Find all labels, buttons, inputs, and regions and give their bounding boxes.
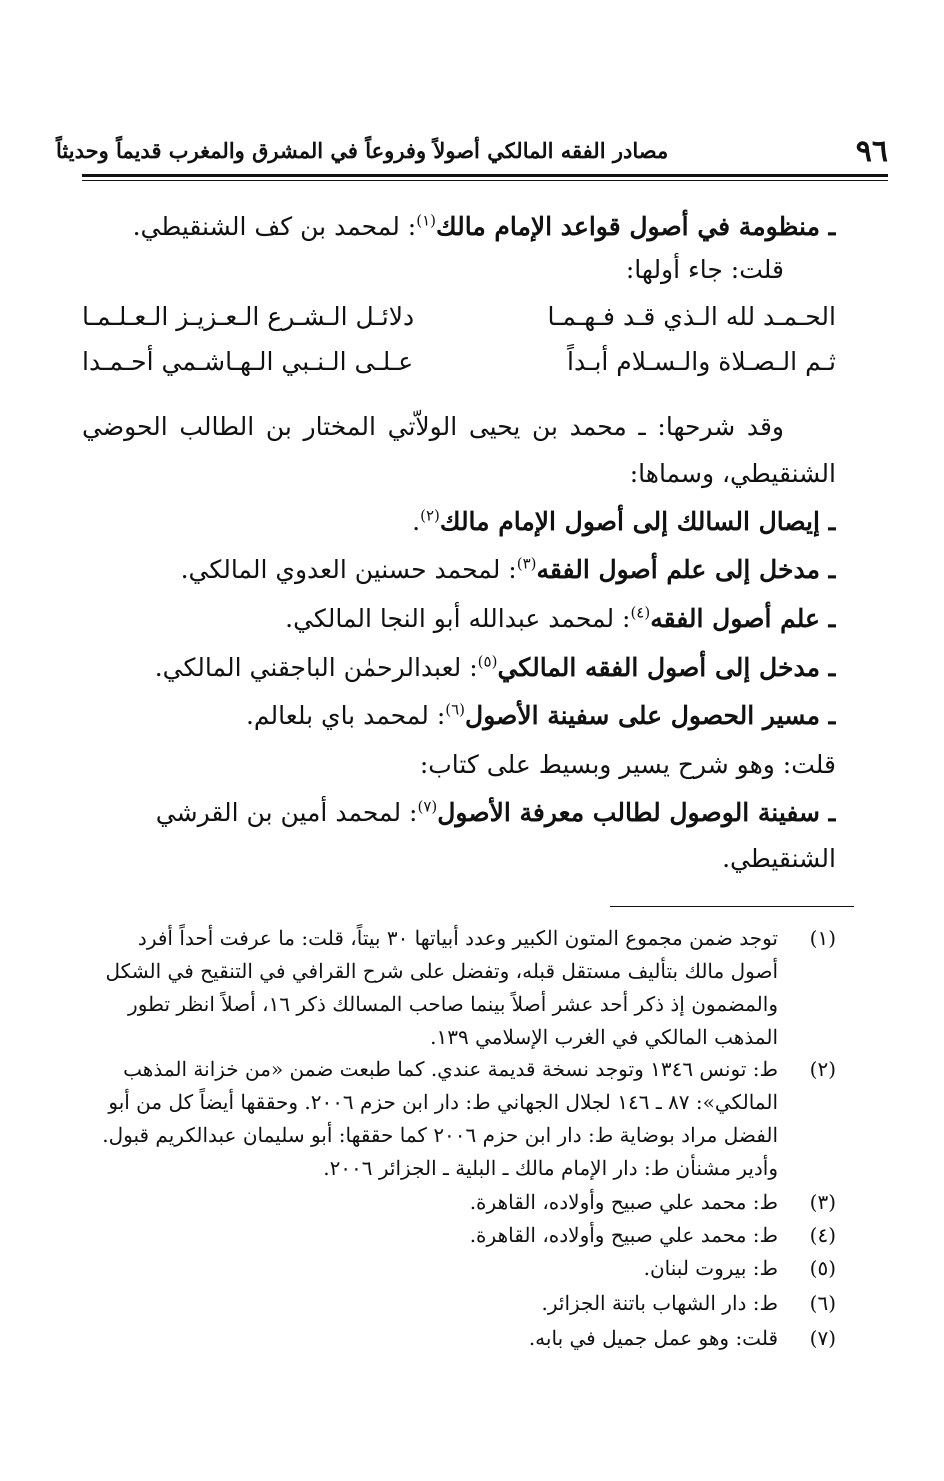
footnote-ref: (٤) <box>630 603 651 622</box>
footnote-line: توجد ضمن مجموع المتون الكبير وعدد أبياتها ٣٠ بيتاً، قلت: ما عرفت أحداً أفرد <box>137 926 778 950</box>
header-rule-thin <box>82 180 888 181</box>
sharh-line-2: الشنقيطي، وسماها: <box>629 459 836 488</box>
entry-title: ـ منظومة في أصول قواعد الإمام مالك <box>436 212 836 241</box>
header-rule-thick <box>82 174 888 177</box>
footnote-line: ط: دار الشهاب باتنة الجزائر. <box>541 1291 778 1315</box>
footnote-line: ط: تونس ١٣٤٦ وتوجد نسخة قديمة عندي. كما طبعت ضمن «من خزانة المذهب <box>123 1057 778 1081</box>
entry-title: ـ مسير الحصول على سفينة الأصول <box>465 701 836 730</box>
qult-line-1: قلت: جاء أولها: <box>625 255 784 284</box>
footnote-text <box>82 1053 778 1185</box>
footnote-text <box>82 922 778 1054</box>
footnote-number: (٢) <box>809 1057 836 1081</box>
entry-ilm-usul <box>82 597 836 641</box>
footnote-3 <box>82 1186 836 1219</box>
entry-author: : لمحمد عبدالله أبو النجا المالكي. <box>285 604 631 633</box>
footnote-number: (٦) <box>809 1291 836 1315</box>
entry-madkhal-ilm <box>82 548 836 592</box>
footnote-ref: (١) <box>416 211 437 230</box>
entry-title: ـ علم أصول الفقه <box>650 604 836 633</box>
footnote-line: أصول مالك بتأليف مستقل قبله، وتفضل على شرح القرافي في التنقيح في الشكل <box>105 959 778 983</box>
footnote-4 <box>82 1219 836 1252</box>
entry-madkhal-maliki <box>82 646 836 690</box>
footnote-number: (٧) <box>809 1326 836 1350</box>
footnote-separator <box>610 906 854 907</box>
footnote-line: الفضل مراد بوضاية ط: دار ابن حزم ٢٠٠٦ كما حققها: أبو سليمان عبدالكريم قبول. <box>102 1123 778 1147</box>
entry-author: : لعبدالرحمٰن الباجقني المالكي. <box>154 653 478 682</box>
footnote-text <box>82 1252 778 1285</box>
entry-author: : لمحمد أمين بن القرشي <box>155 798 418 827</box>
entry-author: : لمحمد باي بلعالم. <box>245 701 446 730</box>
footnote-line: ط: محمد علي صبيح وأولاده، القاهرة. <box>469 1190 778 1214</box>
footnote-number: (٤) <box>809 1223 836 1247</box>
footnote-number: (٥) <box>809 1256 836 1280</box>
entry-masir <box>82 694 836 738</box>
entry-author: : لمحمد بن كف الشنقيطي. <box>132 212 417 241</box>
entry-isal <box>82 500 836 544</box>
entry-author: . <box>412 507 421 536</box>
footnote-5 <box>82 1252 836 1285</box>
footnote-ref: (٣) <box>516 554 537 573</box>
running-title: مصادر الفقه المالكي أصولاً وفروعاً في المشرق والمغرب قديماً وحديثاً <box>56 138 669 163</box>
footnote-text <box>82 1322 778 1355</box>
footnote-2 <box>82 1053 836 1185</box>
footnote-line: ط: محمد علي صبيح وأولاده، القاهرة. <box>469 1223 778 1247</box>
entry-title: ـ سفينة الوصول لطالب معرفة الأصول <box>437 798 836 827</box>
footnote-ref: (٧) <box>417 797 438 816</box>
footnote-line: والمضمون إذ ذكر أحد عشر أصلاً بينما صاحب المسالك ذكر ١٦، أصلاً انظر تطور <box>128 992 778 1016</box>
footnote-7 <box>82 1322 836 1355</box>
footnote-number: (١) <box>809 926 836 950</box>
sharh-line-1: وقد شرحها: ـ محمد بن يحيى الولاّتي المختار بن الطالب الحوضي <box>82 412 784 441</box>
footnote-line: المالكي»: ٨٧ ـ ١٤٦ لجلال الجهاني ط: دار ابن حزم ٢٠٠٦. وحققها أيضاً كل من أبو <box>108 1090 778 1114</box>
entry-safina <box>82 791 836 835</box>
footnote-line: المذهب المالكي في الغرب الإسلامي ١٣٩. <box>430 1025 778 1049</box>
entry-manzuma <box>82 205 836 249</box>
verse-2-second-hemistich: عـلـى الـنـبي الـهـاشـمي أحـمـدا <box>82 347 414 376</box>
footnote-ref: (٢) <box>420 506 440 525</box>
footnote-line: وأدير مشنأن ط: دار الإمام مالك ـ البلية ـ الجزائر ٢٠٠٦. <box>323 1156 778 1180</box>
entry-title: ـ إيصال السالك إلى أصول الإمام مالك <box>439 507 836 536</box>
qult-line-2: قلت: وهو شرح يسير وبسيط على كتاب: <box>419 750 836 779</box>
footnote-6 <box>82 1287 836 1320</box>
footnote-ref: (٥) <box>477 652 498 671</box>
entry-author: : لمحمد حسنين العدوي المالكي. <box>180 555 517 584</box>
verse-1-second-hemistich: دلائـل الـشـرع الـعـزيـز الـعـلـمـا <box>82 302 415 331</box>
footnote-line: ط: بيروت لبنان. <box>643 1256 778 1280</box>
entry-title: ـ مدخل إلى علم أصول الفقه <box>536 555 836 584</box>
verse-2-first-hemistich: ثـم الـصـلاة والـسـلام أبـداً <box>567 347 836 376</box>
footnote-text <box>82 1287 778 1320</box>
footnote-number: (٣) <box>809 1190 836 1214</box>
footnote-1 <box>82 922 836 1054</box>
entry-title: ـ مدخل إلى أصول الفقه المالكي <box>497 653 836 682</box>
page-header <box>56 126 888 170</box>
footnote-ref: (٦) <box>445 700 466 719</box>
page-number: ٩٦ <box>855 134 888 169</box>
entry-safina-line-2: الشنقيطي. <box>722 844 836 873</box>
footnote-line: قلت: وهو عمل جميل في بابه. <box>528 1326 778 1350</box>
verse-1-first-hemistich: الحـمـد لله الـذي قـد فـهـمـا <box>547 302 836 331</box>
footnote-text <box>82 1219 778 1252</box>
footnote-text <box>82 1186 778 1219</box>
